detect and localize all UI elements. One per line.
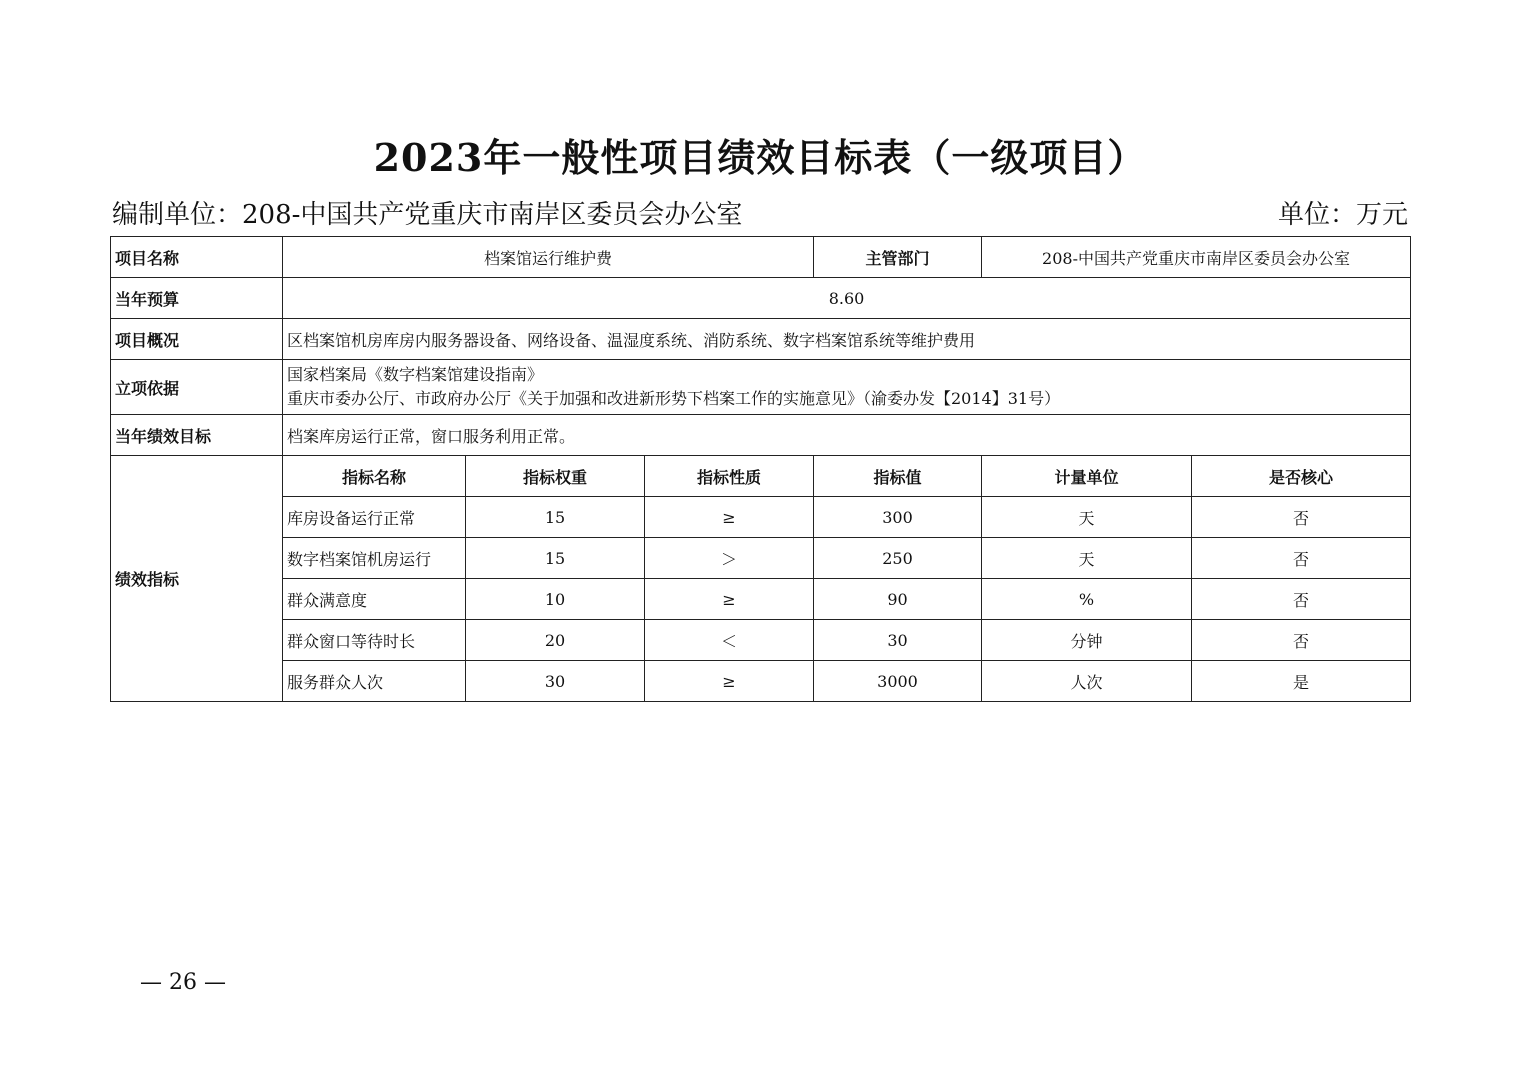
overview-value: 区档案馆机房库房内服务器设备、网络设备、温湿度系统、消防系统、数字档案馆系统等维护费用 xyxy=(283,319,1411,360)
unit-cell: 分钟 xyxy=(982,620,1192,661)
goal-value: 档案库房运行正常，窗口服务利用正常。 xyxy=(283,415,1411,456)
indicator-name-cell: 数字档案馆机房运行 xyxy=(283,538,466,579)
nature-cell: ≥ xyxy=(645,579,814,620)
value-cell: 30 xyxy=(814,620,982,661)
row-overview xyxy=(111,319,1411,360)
value-cell: 250 xyxy=(814,538,982,579)
table-row xyxy=(111,661,1411,702)
unit-cell: 人次 xyxy=(982,661,1192,702)
core-cell: 否 xyxy=(1192,579,1411,620)
header-indicator-name: 指标名称 xyxy=(283,456,466,497)
row-budget xyxy=(111,278,1411,319)
nature-cell: ＜ xyxy=(645,620,814,661)
weight-cell: 15 xyxy=(466,538,645,579)
basis-label: 立项依据 xyxy=(111,360,283,415)
unit-cell: 天 xyxy=(982,538,1192,579)
project-name-label: 项目名称 xyxy=(111,237,283,278)
basis-line-2: 重庆市委办公厅、市政府办公厅《关于加强和改进新形势下档案工作的实施意见》（渝委办发【2014】31号） xyxy=(287,389,1061,408)
indicator-name-cell: 群众满意度 xyxy=(283,579,466,620)
basis-line-1: 国家档案局《数字档案馆建设指南》 xyxy=(287,365,544,384)
dept-value: 208-中国共产党重庆市南岸区委员会办公室 xyxy=(982,237,1411,278)
budget-value: 8.60 xyxy=(283,278,1411,319)
core-cell: 否 xyxy=(1192,620,1411,661)
indicator-header-row xyxy=(111,456,1411,497)
project-name-value: 档案馆运行维护费 xyxy=(283,237,814,278)
basis-value xyxy=(283,360,1411,415)
overview-label: 项目概况 xyxy=(111,319,283,360)
core-cell: 否 xyxy=(1192,538,1411,579)
unit-line xyxy=(112,196,1408,234)
header-weight: 指标权重 xyxy=(466,456,645,497)
page-title: 2023年一般性项目绩效目标表（一级项目） xyxy=(373,135,1147,180)
core-cell: 否 xyxy=(1192,497,1411,538)
row-basis xyxy=(111,360,1411,415)
table-row xyxy=(111,579,1411,620)
page-number: — 26 — xyxy=(140,970,226,995)
goal-label: 当年绩效目标 xyxy=(111,415,283,456)
weight-cell: 20 xyxy=(466,620,645,661)
header-nature: 指标性质 xyxy=(645,456,814,497)
value-cell: 90 xyxy=(814,579,982,620)
weight-cell: 30 xyxy=(466,661,645,702)
nature-cell: ＞ xyxy=(645,538,814,579)
unit-cell: % xyxy=(982,579,1192,620)
header-core: 是否核心 xyxy=(1192,456,1411,497)
indicator-label: 绩效指标 xyxy=(111,456,283,702)
row-goal xyxy=(111,415,1411,456)
table-row xyxy=(111,538,1411,579)
header-unit: 计量单位 xyxy=(982,456,1192,497)
table-row xyxy=(111,620,1411,661)
value-cell: 3000 xyxy=(814,661,982,702)
currency-unit: 单位：万元 xyxy=(1277,200,1408,230)
budget-label: 当年预算 xyxy=(111,278,283,319)
row-project-name xyxy=(111,237,1411,278)
value-cell: 300 xyxy=(814,497,982,538)
nature-cell: ≥ xyxy=(645,661,814,702)
core-cell: 是 xyxy=(1192,661,1411,702)
header-value: 指标值 xyxy=(814,456,982,497)
dept-label: 主管部门 xyxy=(814,237,982,278)
performance-table xyxy=(110,236,1411,702)
indicator-name-cell: 库房设备运行正常 xyxy=(283,497,466,538)
unit-cell: 天 xyxy=(982,497,1192,538)
indicator-name-cell: 服务群众人次 xyxy=(283,661,466,702)
nature-cell: ≥ xyxy=(645,497,814,538)
compiling-unit: 编制单位：208-中国共产党重庆市南岸区委员会办公室 xyxy=(112,200,743,230)
weight-cell: 15 xyxy=(466,497,645,538)
weight-cell: 10 xyxy=(466,579,645,620)
indicator-name-cell: 群众窗口等待时长 xyxy=(283,620,466,661)
table-row xyxy=(111,497,1411,538)
